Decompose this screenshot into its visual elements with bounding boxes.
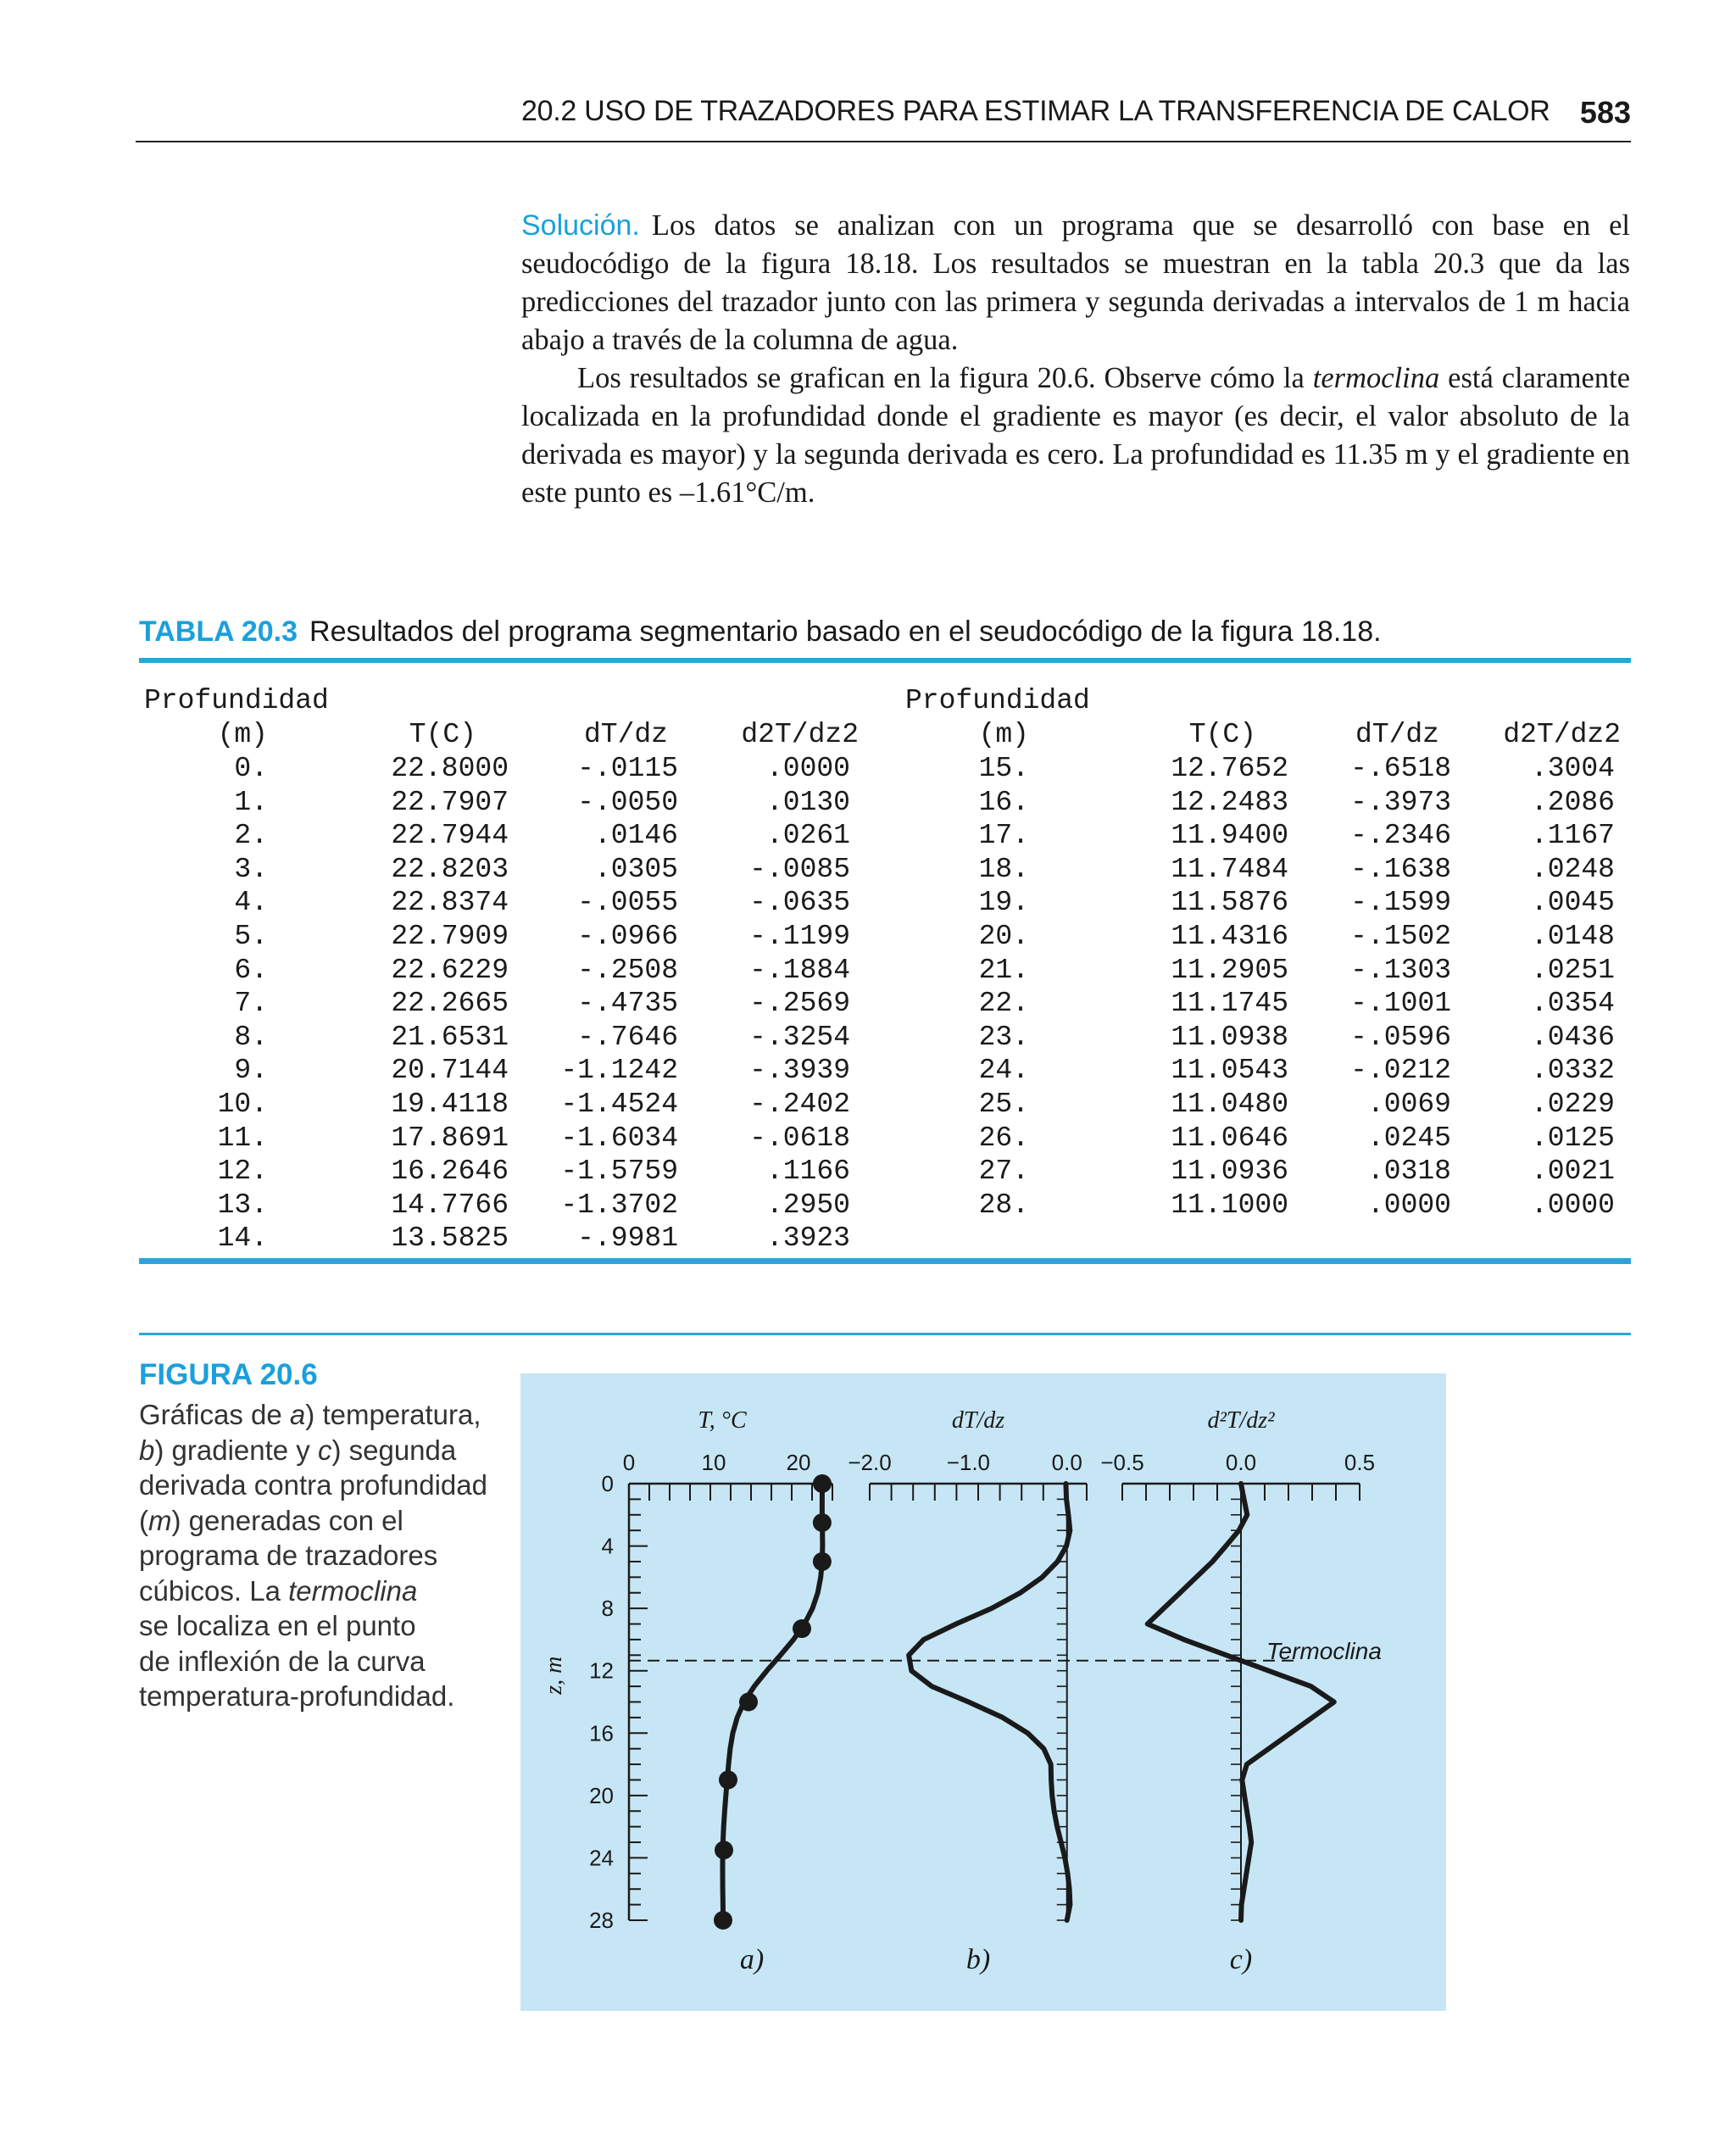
table-column-header: T(C) — [409, 719, 476, 750]
table-cell: .0125 — [1530, 1122, 1615, 1154]
table-cell: 21.6531 — [391, 1021, 509, 1053]
table-cell: .3004 — [1530, 753, 1615, 784]
panel-title: d²T/dz² — [1207, 1407, 1275, 1434]
table-cell: 20.7144 — [391, 1055, 509, 1087]
table-cell: 22.8374 — [391, 887, 509, 919]
table-cell: -1.5759 — [560, 1156, 678, 1188]
table-cell: 0. — [234, 753, 268, 784]
y-tick-label: 16 — [589, 1720, 614, 1746]
table-cell: -.0618 — [749, 1122, 850, 1154]
data-point-marker — [739, 1693, 758, 1712]
table-cell: 16. — [978, 786, 1029, 818]
table-cell: .0354 — [1530, 988, 1615, 1020]
table-cell: 14.7766 — [391, 1189, 509, 1221]
table-cell: -.1502 — [1350, 921, 1451, 952]
table-cell: .0318 — [1366, 1156, 1451, 1188]
table-column-header: d2T/dz2 — [1503, 719, 1621, 750]
table-cell: 14. — [217, 1223, 268, 1255]
table-cell: 20. — [978, 921, 1029, 952]
table-header-depth-left: Profundidad — [144, 685, 329, 716]
table-cell: 8. — [234, 1021, 268, 1053]
table-cell: -.0050 — [577, 786, 678, 818]
table-cell: 11.0543 — [1171, 1055, 1288, 1087]
table-cell: .0130 — [765, 786, 850, 818]
table-cell: -.3973 — [1350, 786, 1451, 818]
figure-caption-line: cúbicos. La termoclina — [139, 1574, 418, 1607]
figure-caption-line: b) gradiente y c) segunda — [139, 1434, 457, 1466]
figure-caption-text — [139, 1397, 495, 1714]
table-top-rule — [139, 658, 1631, 663]
table-cell: 23. — [978, 1021, 1029, 1053]
table-cell: 24. — [978, 1055, 1029, 1087]
table-cell: 21. — [978, 954, 1029, 986]
x-tick-label: 0.5 — [1344, 1450, 1376, 1475]
data-point-marker — [719, 1770, 737, 1789]
table-cell: -1.3702 — [560, 1189, 678, 1221]
table-cell: -.2508 — [577, 954, 678, 986]
table-cell: -.7646 — [577, 1021, 678, 1053]
solution-text — [521, 207, 1630, 512]
table-cell: 27. — [978, 1156, 1029, 1188]
table-cell: .0045 — [1530, 887, 1615, 919]
table-cell: 6. — [234, 954, 268, 986]
table-cell: 22.7909 — [391, 921, 509, 952]
x-tick-label: 10 — [701, 1450, 726, 1475]
table-column-header: (m) — [217, 719, 268, 750]
table-cell: -.3939 — [749, 1055, 850, 1087]
data-point-marker — [793, 1619, 811, 1638]
table-cell: .0248 — [1530, 853, 1615, 885]
table-cell: -.2569 — [749, 988, 850, 1020]
table-cell: .0000 — [765, 753, 850, 784]
table-cell: -.6518 — [1350, 753, 1451, 784]
table-cell: -.0115 — [577, 753, 678, 784]
table-cell: .0261 — [765, 820, 850, 852]
y-axis-label: z, m — [541, 1656, 567, 1695]
depth-profile-chart — [520, 1373, 1446, 2011]
y-tick-label: 24 — [589, 1845, 614, 1871]
table-cell: 18. — [978, 853, 1029, 885]
x-tick-label: 0.0 — [1051, 1450, 1082, 1475]
figure-caption-line: de inflexión de la curva — [139, 1645, 426, 1677]
paragraph-2-text-a: Los resultados se grafican en la figura 20.6. Observe cómo la — [577, 362, 1313, 394]
table-cell: 12. — [217, 1156, 268, 1188]
x-tick-label: −2.0 — [848, 1450, 892, 1475]
table-cell: 22.7907 — [391, 786, 509, 818]
figure-panel — [520, 1373, 1446, 2011]
table-cell: -.1303 — [1350, 954, 1451, 986]
y-tick-label: 8 — [601, 1596, 614, 1622]
table-cell: .0229 — [1530, 1089, 1615, 1120]
solution-label: Solución. — [521, 209, 640, 242]
solution-paragraph-1 — [521, 207, 1630, 359]
table-cell: 11. — [217, 1122, 268, 1154]
series-line-a — [723, 1484, 823, 1920]
figure-caption-line: programa de trazadores — [139, 1540, 438, 1571]
table-cell: 22.2665 — [391, 988, 509, 1020]
x-tick-label: 0.0 — [1225, 1450, 1257, 1475]
table-cell: 13. — [217, 1189, 268, 1221]
table-cell: .0000 — [1530, 1189, 1615, 1221]
table-cell: 12.7652 — [1171, 753, 1288, 784]
data-point-marker — [813, 1552, 832, 1571]
table-header-depth-right: Profundidad — [905, 685, 1090, 716]
series-line-b — [909, 1484, 1070, 1920]
table-cell: .0069 — [1366, 1089, 1451, 1120]
table-cell: .0305 — [593, 853, 678, 885]
x-tick-label: 20 — [786, 1450, 811, 1475]
table-cell: 19.4118 — [391, 1089, 509, 1120]
paragraph-2-emphasis: termoclina — [1312, 362, 1440, 394]
table-cell: 9. — [234, 1055, 268, 1087]
table-cell: 11.2905 — [1171, 954, 1288, 986]
table-cell: 11.0480 — [1171, 1089, 1288, 1120]
y-tick-label: 4 — [601, 1533, 614, 1559]
table-cell: -.4735 — [577, 988, 678, 1020]
y-tick-label: 20 — [589, 1782, 614, 1808]
table-cell: 5. — [234, 921, 268, 952]
data-point-marker — [813, 1513, 832, 1532]
y-tick-label: 28 — [589, 1908, 614, 1933]
panel-label: c) — [1229, 1944, 1253, 1975]
table-cell: 11.1745 — [1171, 988, 1288, 1020]
table-cell: -.0596 — [1350, 1021, 1451, 1053]
table-cell: .1167 — [1530, 820, 1615, 852]
y-tick-label: 0 — [601, 1471, 614, 1496]
data-point-marker — [714, 1911, 732, 1930]
table-cell: 11.1000 — [1171, 1189, 1288, 1221]
table-cell: .2950 — [765, 1189, 850, 1221]
solution-paragraph-1-text: Los datos se analizan con un programa que se desarrolló con base en el seudocódigo de la figura 18.18. Los resultados se muestran en la tabla 20.3 que da las predicciones del trazador junto con las primera y segunda derivadas a intervalos de 1 m hacia abajo a través de la columna de agua. — [521, 209, 1630, 356]
paragraph-2-text-b: está claramente localizada en la profundidad donde el gradiente es mayor (es decir, el valor absoluto de la derivada es mayor) y la segunda derivada es cero. La profundidad es 11.35 m y el gradiente en este punto es –1.61°C/m. — [521, 362, 1631, 509]
table-cell: 17.8691 — [391, 1122, 509, 1154]
table-cell: 7. — [234, 988, 268, 1020]
table-cell: 11.0646 — [1171, 1122, 1288, 1154]
solution-paragraph-2 — [521, 359, 1630, 512]
table-cell: -.0212 — [1350, 1055, 1451, 1087]
table-column-header: dT/dz — [1355, 719, 1439, 750]
table-cell: .0000 — [1366, 1189, 1451, 1221]
table-cell: 17. — [978, 820, 1029, 852]
figure-caption-line: se localiza en el punto — [139, 1610, 416, 1641]
figure-number: FIGURA 20.6 — [139, 1358, 318, 1391]
table-cell: .2086 — [1530, 786, 1615, 818]
figure-caption-line: derivada contra profundidad — [139, 1469, 487, 1501]
table-cell: -1.6034 — [560, 1122, 678, 1154]
table-cell: 10. — [217, 1089, 268, 1120]
data-point-marker — [813, 1474, 832, 1493]
table-column-header: dT/dz — [583, 719, 668, 750]
thermocline-label: Termoclina — [1266, 1637, 1382, 1664]
table-cell: .0021 — [1530, 1156, 1615, 1188]
table-cell: .0146 — [593, 820, 678, 852]
table-cell: 25. — [978, 1089, 1029, 1120]
table-cell: 16.2646 — [391, 1156, 509, 1188]
table-cell: -.1001 — [1350, 988, 1451, 1020]
data-point-marker — [715, 1841, 733, 1859]
table-cell: 22.6229 — [391, 954, 509, 986]
table-cell: 3. — [234, 853, 268, 885]
figure-caption-line: (m) generadas con el — [139, 1504, 403, 1536]
running-head-title: 20.2 USO DE TRAZADORES PARA ESTIMAR LA TRANSFERENCIA DE CALOR — [521, 95, 1550, 127]
figure-caption — [139, 1358, 495, 1714]
table-cell: -.0635 — [749, 887, 850, 919]
table-cell: -.0085 — [749, 853, 850, 885]
table-caption — [139, 615, 1382, 649]
table-cell: -.1599 — [1350, 887, 1451, 919]
table-cell: 13.5825 — [391, 1223, 509, 1255]
table-cell: .0245 — [1366, 1122, 1451, 1154]
table-cell: 11.0938 — [1171, 1021, 1288, 1053]
running-head — [136, 95, 1631, 142]
table-column-header: d2T/dz2 — [741, 719, 859, 750]
y-tick-label: 12 — [589, 1657, 614, 1684]
table-cell: 1. — [234, 786, 268, 818]
table-cell: -.1199 — [749, 921, 850, 952]
table-cell: .0148 — [1530, 921, 1615, 952]
table-number: TABLA 20.3 — [139, 615, 298, 648]
table-cell: -.0055 — [577, 887, 678, 919]
table-cell: 11.9400 — [1171, 820, 1288, 852]
table-cell: -1.1242 — [560, 1055, 678, 1087]
page-number: 583 — [1579, 95, 1631, 130]
table-cell: 15. — [978, 753, 1029, 784]
table-bottom-rule — [139, 1258, 1631, 1264]
table-cell: 11.5876 — [1171, 887, 1288, 919]
figure-caption-line: temperatura-profundidad. — [139, 1680, 455, 1712]
table-cell: 28. — [978, 1189, 1029, 1221]
table-cell: -.1638 — [1350, 853, 1451, 885]
table-cell: .0251 — [1530, 954, 1615, 986]
x-tick-label: −0.5 — [1100, 1450, 1144, 1475]
table-column-header: (m) — [978, 719, 1029, 750]
table-cell: -.1884 — [749, 954, 850, 986]
table-cell: 2. — [234, 820, 268, 852]
table-cell: 22.7944 — [391, 820, 509, 852]
table-cell: -.2402 — [749, 1089, 850, 1120]
panel-label: b) — [965, 1944, 991, 1975]
figure-top-rule — [139, 1333, 1631, 1335]
table-cell: 26. — [978, 1122, 1029, 1154]
table-cell: 11.0936 — [1171, 1156, 1288, 1188]
table-cell: .1166 — [765, 1156, 850, 1188]
table-cell: -1.4524 — [560, 1089, 678, 1120]
panel-label: a) — [739, 1944, 765, 1975]
table-cell: 22.8203 — [391, 853, 509, 885]
table-caption-text: Resultados del programa segmentario basado en el seudocódigo de la figura 18.18. — [309, 615, 1382, 648]
table-cell: 19. — [978, 887, 1029, 919]
table-cell: .0332 — [1530, 1055, 1615, 1087]
table-cell: 22. — [978, 988, 1029, 1020]
table-cell: 4. — [234, 887, 268, 919]
table-cell: -.0966 — [577, 921, 678, 952]
x-tick-label: −1.0 — [946, 1450, 991, 1475]
table-cell: .0436 — [1530, 1021, 1615, 1053]
table-column-header: T(C) — [1188, 719, 1256, 750]
table-cell: .3923 — [765, 1223, 850, 1255]
figure-caption-line: Gráficas de a) temperatura, — [139, 1399, 481, 1430]
table-cell: -.2346 — [1350, 820, 1451, 852]
x-tick-label: 0 — [622, 1450, 636, 1475]
table-cell: 11.7484 — [1171, 853, 1288, 885]
table-cell: 12.2483 — [1171, 786, 1288, 818]
table-cell: -.9981 — [577, 1223, 678, 1255]
panel-title: T, °C — [698, 1407, 747, 1434]
table-cell: 11.4316 — [1171, 921, 1288, 952]
table-cell: 22.8000 — [391, 753, 509, 784]
table-cell: -.3254 — [749, 1021, 850, 1053]
panel-title: dT/dz — [951, 1407, 1005, 1434]
